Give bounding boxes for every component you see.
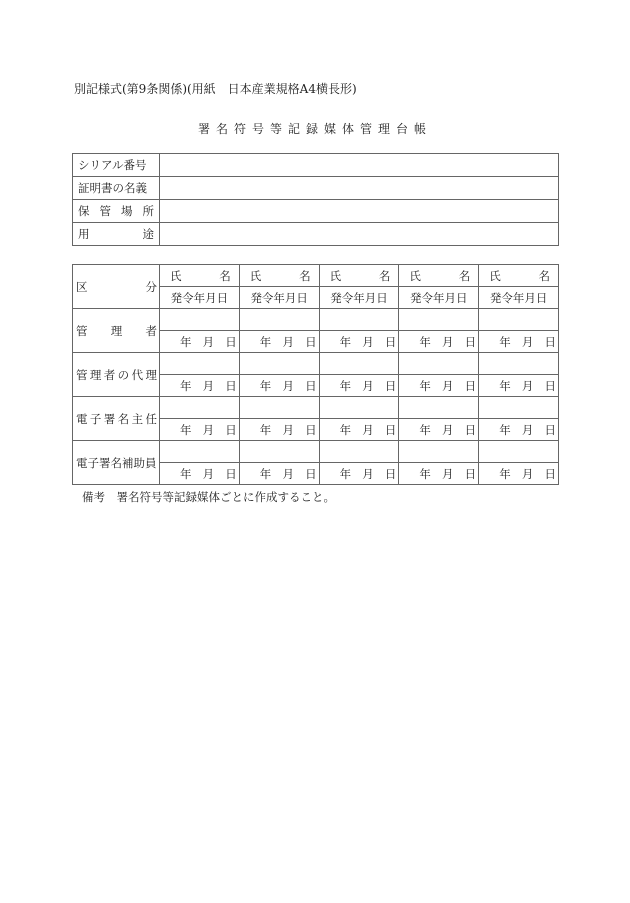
role-label-text: 管 理 者 [76, 323, 157, 338]
info-label-text: 保 管 場 所 [78, 204, 154, 218]
info-row [73, 200, 559, 223]
date-field-text: 年 月 日 [259, 422, 317, 437]
name-field[interactable] [319, 309, 399, 331]
date-field-text: 年 月 日 [339, 334, 397, 349]
appointment-date-header: 発令年月日 [160, 287, 240, 309]
remarks-note: 備考 署名符号等記録媒体ごとに作成すること。 [82, 490, 335, 504]
header-row [73, 265, 559, 287]
date-field[interactable] [239, 463, 319, 485]
date-field-text: 年 月 日 [499, 378, 556, 393]
info-row [73, 154, 559, 177]
info-value-field[interactable] [160, 223, 559, 246]
date-field-text: 年 月 日 [180, 466, 237, 481]
role-label-text: 管 理 者 の 代 理 [76, 367, 157, 382]
name-field[interactable] [319, 397, 399, 419]
date-field-text: 年 月 日 [180, 334, 237, 349]
appointment-date-header: 発令年月日 [399, 287, 479, 309]
date-field[interactable] [239, 375, 319, 397]
name-header [479, 265, 559, 287]
appointment-date-header: 発令年月日 [239, 287, 319, 309]
form-caption: 別記様式(第9条関係)(用紙 日本産業規格A4横長形) [74, 82, 357, 96]
date-field[interactable] [399, 463, 479, 485]
info-label-text: 証明書の名義 [78, 181, 147, 195]
name-header-text: 氏 名 [249, 268, 311, 283]
name-header-text: 氏 名 [329, 268, 391, 283]
info-label [73, 200, 160, 223]
role-row [73, 397, 559, 419]
date-field[interactable] [479, 331, 559, 353]
roles-table [72, 264, 559, 485]
name-header [160, 265, 240, 287]
date-field[interactable] [160, 375, 240, 397]
date-field[interactable] [319, 375, 399, 397]
name-field[interactable] [479, 309, 559, 331]
date-field[interactable] [239, 419, 319, 441]
role-label-text: 電子署名補助員 [76, 455, 157, 470]
date-field-text: 年 月 日 [259, 378, 317, 393]
name-field[interactable] [479, 353, 559, 375]
media-info-table [72, 153, 559, 246]
name-field[interactable] [479, 441, 559, 463]
role-row [73, 309, 559, 331]
role-label-text: 電 子 署 名 主 任 [76, 411, 157, 426]
date-field-text: 年 月 日 [180, 378, 237, 393]
info-label [73, 154, 160, 177]
info-row [73, 223, 559, 246]
info-label-text: 用 途 [78, 227, 154, 241]
info-label [73, 177, 160, 200]
name-header [399, 265, 479, 287]
appointment-date-header: 発令年月日 [479, 287, 559, 309]
info-value-field[interactable] [160, 154, 559, 177]
info-value-field[interactable] [160, 200, 559, 223]
name-field[interactable] [319, 353, 399, 375]
role-row [73, 353, 559, 375]
name-field[interactable] [160, 309, 240, 331]
name-field[interactable] [160, 353, 240, 375]
name-field[interactable] [399, 309, 479, 331]
date-field[interactable] [239, 331, 319, 353]
name-header-text: 氏 名 [489, 268, 550, 283]
name-field[interactable] [399, 441, 479, 463]
role-label [73, 353, 160, 397]
date-field-text: 年 月 日 [499, 334, 556, 349]
category-header [73, 265, 160, 309]
info-row [73, 177, 559, 200]
name-field[interactable] [399, 353, 479, 375]
name-header [319, 265, 399, 287]
date-field-text: 年 月 日 [419, 334, 477, 349]
name-header [239, 265, 319, 287]
name-field[interactable] [160, 397, 240, 419]
name-field[interactable] [239, 397, 319, 419]
role-label [73, 441, 160, 485]
date-field[interactable] [160, 331, 240, 353]
date-field[interactable] [160, 419, 240, 441]
date-field-text: 年 月 日 [419, 378, 477, 393]
name-field[interactable] [399, 397, 479, 419]
date-field[interactable] [479, 419, 559, 441]
name-header-text: 氏 名 [409, 268, 471, 283]
date-field[interactable] [399, 419, 479, 441]
role-row [73, 441, 559, 463]
role-label [73, 309, 160, 353]
category-header-text: 区 分 [76, 279, 157, 294]
name-field[interactable] [239, 353, 319, 375]
page-title: 署名符号等記録媒体管理台帳 [197, 122, 432, 136]
date-field[interactable] [319, 331, 399, 353]
date-field[interactable] [160, 463, 240, 485]
date-field-text: 年 月 日 [419, 422, 477, 437]
info-label [73, 223, 160, 246]
date-field-text: 年 月 日 [259, 466, 317, 481]
name-field[interactable] [239, 441, 319, 463]
date-field-text: 年 月 日 [499, 466, 556, 481]
date-field-text: 年 月 日 [259, 334, 317, 349]
date-field[interactable] [399, 331, 479, 353]
date-field-text: 年 月 日 [499, 422, 556, 437]
date-field[interactable] [319, 463, 399, 485]
info-label-text: シリアル番号 [78, 158, 147, 172]
name-field[interactable] [160, 441, 240, 463]
date-field[interactable] [319, 419, 399, 441]
appointment-date-header: 発令年月日 [319, 287, 399, 309]
date-field[interactable] [479, 463, 559, 485]
name-header-text: 氏 名 [170, 268, 231, 283]
date-field[interactable] [399, 375, 479, 397]
date-field-text: 年 月 日 [339, 378, 397, 393]
role-label [73, 397, 160, 441]
info-value-field[interactable] [160, 177, 559, 200]
name-field[interactable] [319, 441, 399, 463]
date-field[interactable] [479, 375, 559, 397]
date-field-text: 年 月 日 [419, 466, 477, 481]
date-field-text: 年 月 日 [180, 422, 237, 437]
date-field-text: 年 月 日 [339, 422, 397, 437]
name-field[interactable] [239, 309, 319, 331]
name-field[interactable] [479, 397, 559, 419]
date-field-text: 年 月 日 [339, 466, 397, 481]
